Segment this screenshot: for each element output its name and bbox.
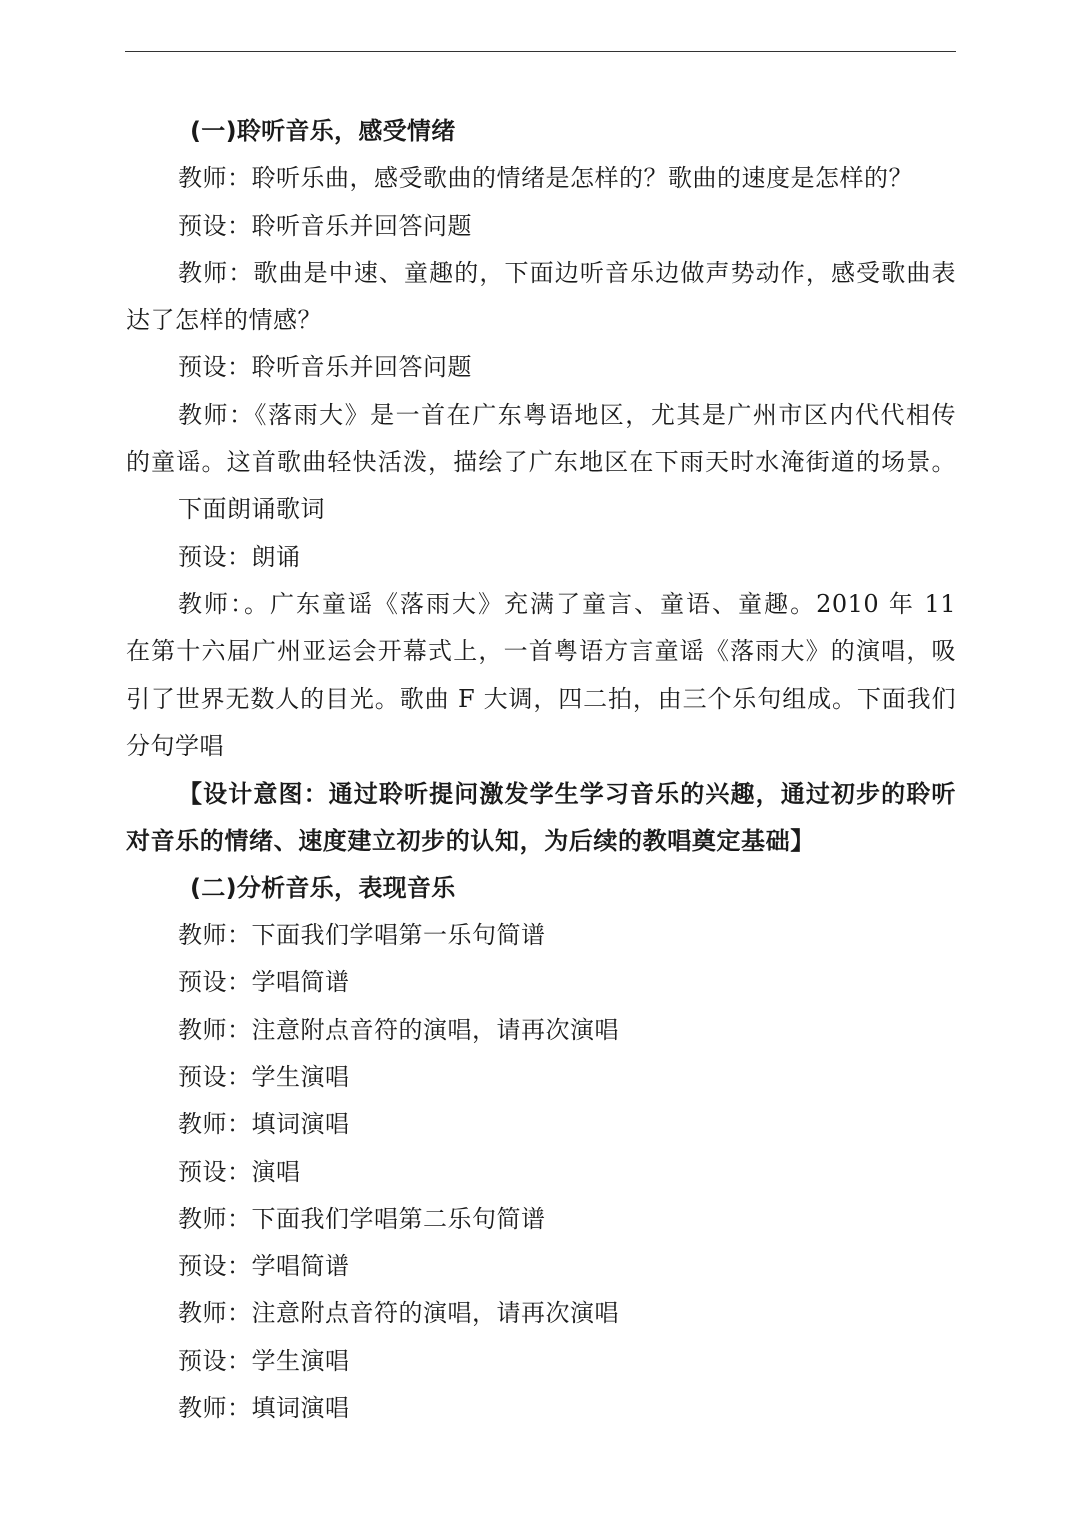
- paragraph-line: 下面朗诵歌词: [178, 495, 325, 524]
- paragraph-line: 教师：注意附点音符的演唱，请再次演唱: [178, 1299, 619, 1328]
- paragraph-line: 教师：填词演唱: [178, 1394, 350, 1423]
- paragraph-line: 教师：。广东童谣《落雨大》充满了童言、童语、童趣。2010 年 11: [178, 589, 956, 618]
- section-heading-1: (一)聆听音乐，感受情绪: [190, 117, 456, 145]
- paragraph-line: 预设：朗诵: [178, 542, 301, 571]
- paragraph-line: 在第十六届广州亚运会开幕式上，一首粤语方言童谣《落雨大》的演唱，吸: [126, 637, 956, 666]
- section-heading-2: (二)分析音乐，表现音乐: [190, 873, 456, 902]
- paragraph-line: 教师：注意附点音符的演唱，请再次演唱: [178, 1015, 619, 1044]
- paragraph-line: 预设：聆听音乐并回答问题: [178, 211, 472, 240]
- paragraph-line: 预设：演唱: [178, 1157, 301, 1186]
- paragraph-line: 达了怎样的情感？: [126, 306, 322, 335]
- paragraph-line: 预设：学唱简谱: [178, 968, 350, 997]
- paragraph-line: 预设：聆听音乐并回答问题: [178, 353, 472, 382]
- header-rule: [125, 51, 956, 52]
- paragraph-line: 分句学唱: [126, 731, 224, 760]
- paragraph-line: 教师：歌曲是中速、童趣的，下面边听音乐边做声势动作，感受歌曲表: [178, 258, 956, 287]
- paragraph-line: 教师：《落雨大》是一首在广东粤语地区，尤其是广州市区内代代相传: [178, 400, 956, 429]
- paragraph-line: 的童谣。这首歌曲轻快活泼，描绘了广东地区在下雨天时水淹街道的场景。: [126, 448, 956, 477]
- design-intent-line: 【设计意图：通过聆听提问激发学生学习音乐的兴趣，通过初步的聆听: [178, 779, 956, 809]
- paragraph-line: 教师：聆听乐曲，感受歌曲的情绪是怎样的？歌曲的速度是怎样的？: [178, 164, 913, 193]
- paragraph-line: 引了世界无数人的目光。歌曲 F 大调，四二拍，由三个乐句组成。下面我们: [126, 684, 956, 713]
- paragraph-line: 教师：下面我们学唱第一乐句简谱: [178, 921, 546, 950]
- paragraph-line: 教师：填词演唱: [178, 1110, 350, 1139]
- paragraph-line: 预设：学生演唱: [178, 1346, 350, 1375]
- design-intent-line: 对音乐的情绪、速度建立初步的认知，为后续的教唱奠定基础】: [126, 826, 815, 856]
- paragraph-line: 预设：学生演唱: [178, 1062, 350, 1091]
- document-body: [126, 108, 956, 1432]
- paragraph-line: 预设：学唱简谱: [178, 1252, 350, 1281]
- paragraph-line: 教师：下面我们学唱第二乐句简谱: [178, 1204, 546, 1233]
